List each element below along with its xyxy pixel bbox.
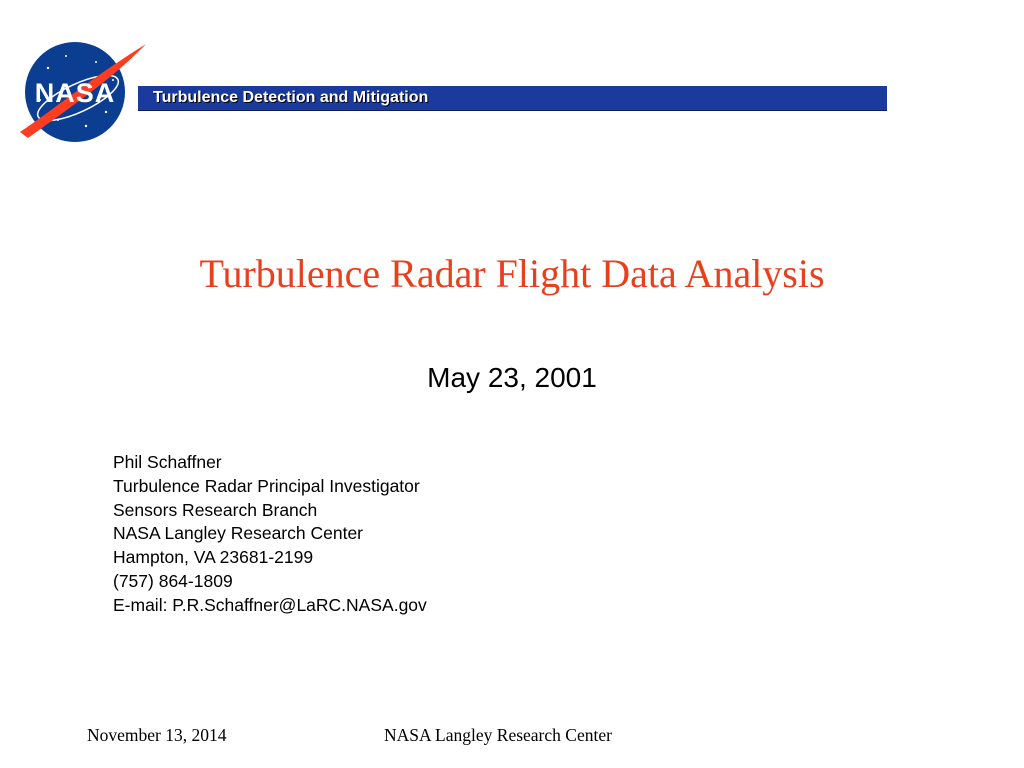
contact-line: (757) 864-1809 <box>113 570 233 591</box>
header-banner <box>138 86 887 111</box>
footer-date: November 13, 2014 <box>87 725 227 745</box>
contact-line: Turbulence Radar Principal Investigator <box>113 475 420 496</box>
nasa-meatball-icon <box>18 40 148 145</box>
banner-title: Turbulence Detection and Mitigation <box>153 89 429 106</box>
contact-block <box>113 451 427 618</box>
slide-date: May 23, 2001 <box>427 362 597 393</box>
logo-text: NASA <box>34 78 116 108</box>
slide-title: Turbulence Radar Flight Data Analysis <box>199 251 825 296</box>
contact-line: Phil Schaffner <box>113 452 222 472</box>
footer-organization: NASA Langley Research Center <box>384 725 612 745</box>
contact-line: NASA Langley Research Center <box>113 523 363 544</box>
contact-line: Sensors Research Branch <box>113 499 318 520</box>
nasa-logo <box>18 40 148 145</box>
contact-line: Hampton, VA 23681-2199 <box>113 547 314 568</box>
contact-email: E-mail: P.R.Schaffner@LaRC.NASA.gov <box>113 594 427 615</box>
